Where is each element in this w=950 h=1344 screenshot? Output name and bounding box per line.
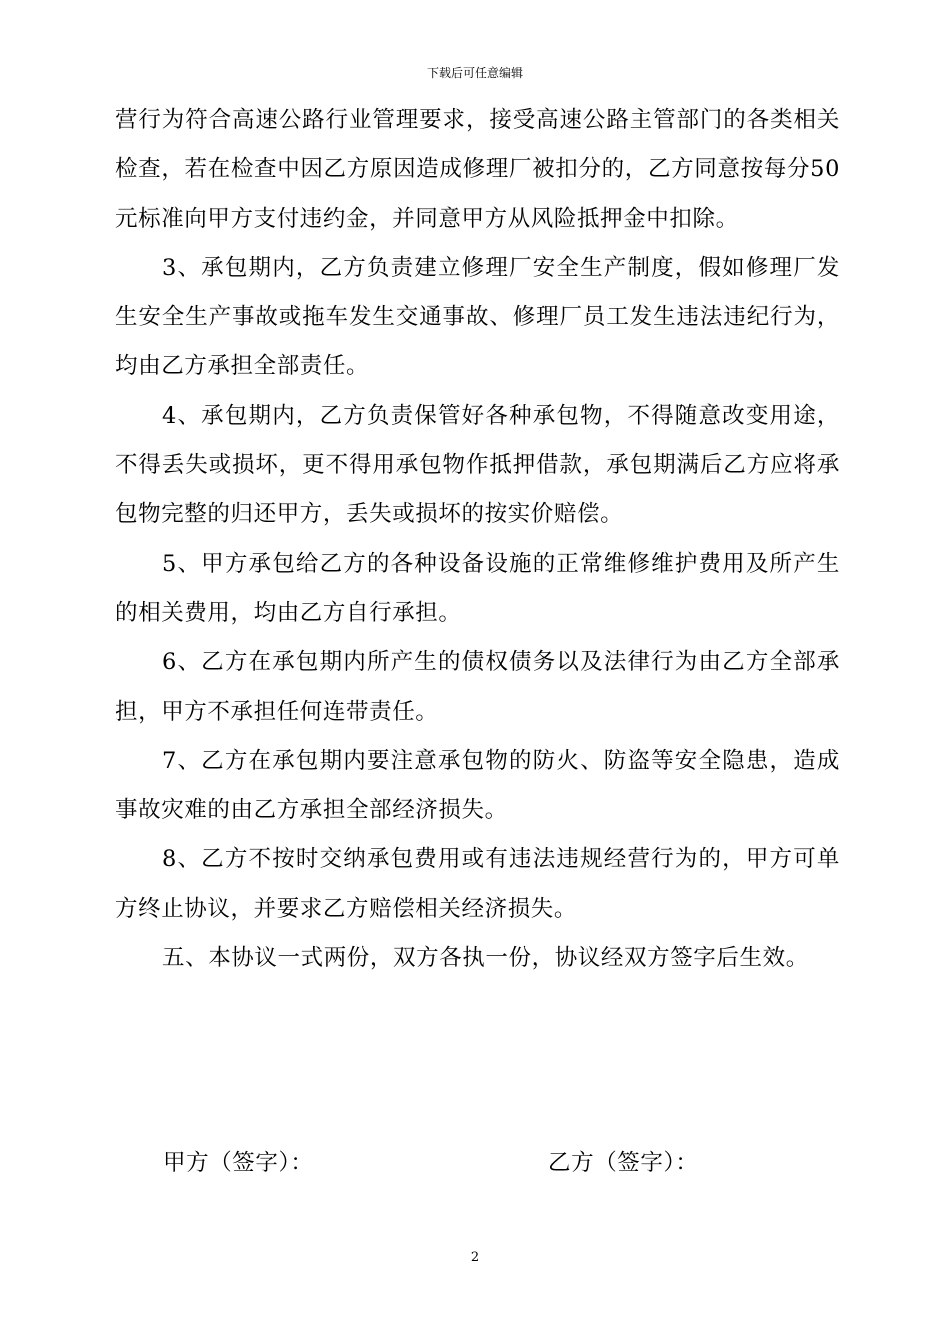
page-header: 下载后可任意编辑: [426, 66, 523, 80]
section-5: 五、本协议一式两份，双方各执一份，协议经双方签字后生效。: [162, 945, 809, 972]
clause-4: 4、承包期内，乙方负责保管好各种承包物，不得随意改变用途，不得丢失或损坏，更不得用承包物作抵押借款，承包期满后乙方应将承包物完整的归还甲方，丢失或损坏的按实价赔偿。: [115, 402, 840, 528]
clause-7: 7、乙方在承包期内要注意承包物的防火、防盗等安全隐患，造成事故灾难的由乙方承担全部经济损失。: [115, 747, 840, 824]
party-b-signature-label: 乙方（签字）：: [548, 1150, 699, 1176]
party-a-signature-label: 甲方（签字）：: [163, 1150, 314, 1176]
document-body: [115, 96, 840, 983]
clause-8: 8、乙方不按时交纳承包费用或有违法违规经营行为的，甲方可单方终止协议，并要求乙方赔偿相关经济损失。: [115, 846, 840, 922]
page-number: 2: [470, 1250, 480, 1265]
paragraph-continuation: 营行为符合高速公路行业管理要求，接受高速公路主管部门的各类相关检查，若在检查中因乙方原因造成修理厂被扣分的，乙方同意按每分50元标准向甲方支付违约金，并同意甲方从风险抵押金中扣除。: [115, 107, 840, 232]
clause-5: 5、甲方承包给乙方的各种设备设施的正常维修维护费用及所产生的相关费用，均由乙方自行承担。: [115, 550, 840, 626]
clause-3: 3、承包期内，乙方负责建立修理厂安全生产制度，假如修理厂发生安全生产事故或拖车发生交通事故、修理厂员工发生违法违纪行为，均由乙方承担全部责任。: [115, 254, 840, 380]
clause-6: 6、乙方在承包期内所产生的债权债务以及法律行为由乙方全部承担，甲方不承担任何连带责任。: [115, 649, 840, 725]
signature-block: [0, 1143, 950, 1183]
